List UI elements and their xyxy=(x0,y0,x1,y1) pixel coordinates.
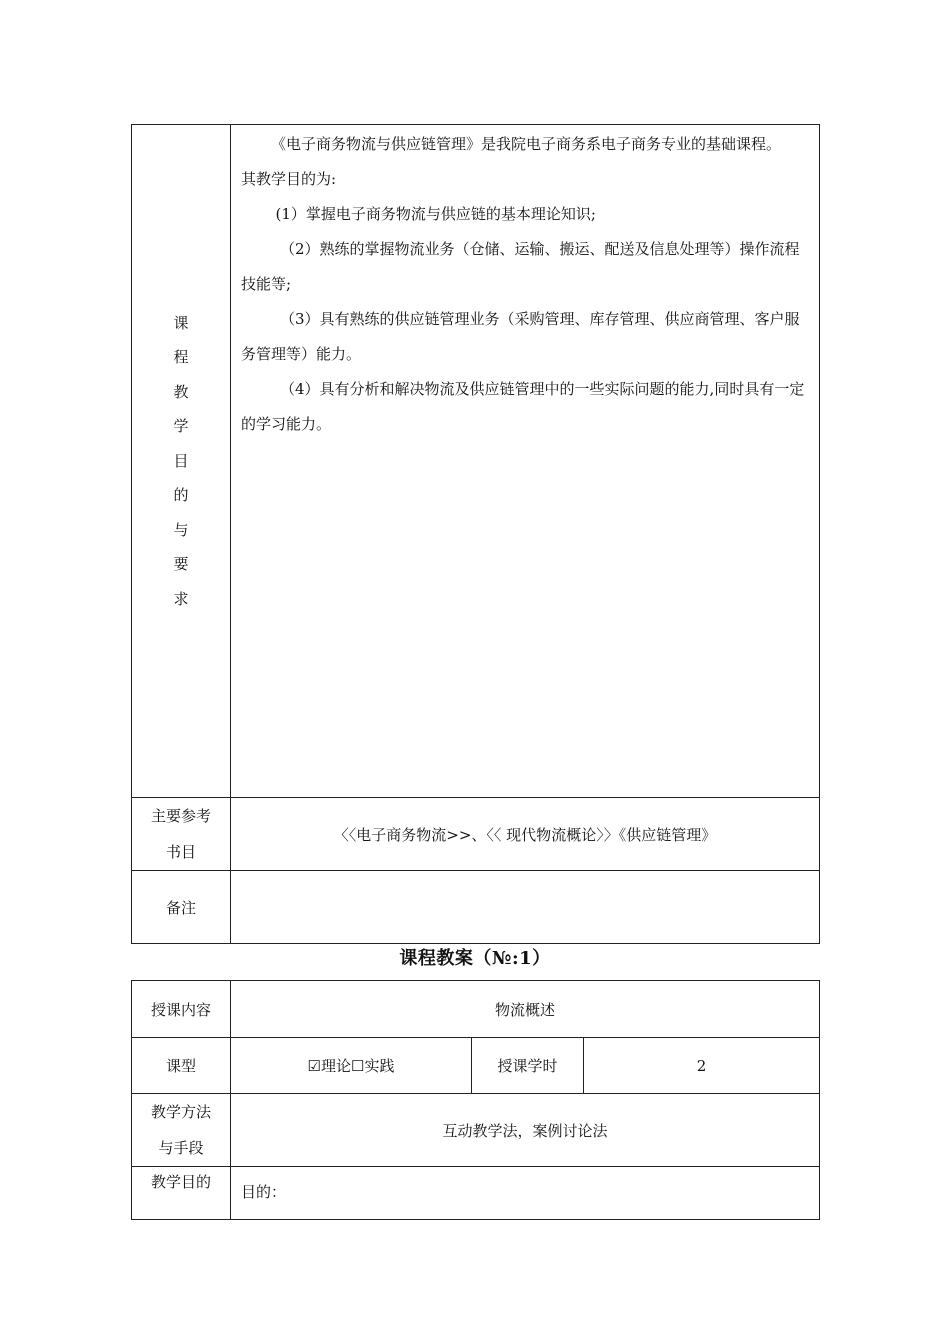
remarks-label: 备注 xyxy=(132,871,231,944)
course-objectives-table xyxy=(131,124,820,944)
objectives-label-char: 目 xyxy=(173,451,189,470)
objectives-label-char: 课 xyxy=(173,313,189,332)
objectives-label-char: 程 xyxy=(173,348,189,367)
objectives-label-char: 教 xyxy=(173,382,189,401)
content-label: 授课内容 xyxy=(132,981,231,1038)
type-value: ☑理论☐实践 xyxy=(231,1038,472,1094)
goal-label: 教学目的 xyxy=(132,1167,231,1220)
objective-paragraph: （4）具有分析和解决物流及供应链管理中的一些实际问题的能力,同时具有一定的学习能力。 xyxy=(241,380,805,433)
goal-value: 目的： xyxy=(231,1167,820,1220)
objective-paragraph: （2）熟练的掌握物流业务（仓储、运输、搬运、配送及信息处理等）操作流程技能等; xyxy=(241,240,800,293)
objective-paragraph: 《电子商务物流与供应链管理》是我院电子商务系电子商务专业的基础课程。 xyxy=(271,135,782,153)
objectives-label-char: 求 xyxy=(173,589,189,608)
objectives-label-char: 学 xyxy=(173,417,189,436)
objectives-label-char: 的 xyxy=(173,486,189,505)
remarks-value xyxy=(231,871,820,944)
objectives-label-char: 与 xyxy=(173,520,189,539)
hours-value: 2 xyxy=(584,1038,820,1094)
type-label: 课型 xyxy=(132,1038,231,1094)
objectives-label-cell xyxy=(132,125,231,798)
lesson-plan-heading: 课程教案（№:1） xyxy=(399,948,551,969)
objective-paragraph: 其教学目的为: xyxy=(241,170,337,188)
objective-paragraph: (1）掌握电子商务物流与供应链的基本理论知识; xyxy=(275,205,596,223)
method-value: 互动教学法，案例讨论法 xyxy=(231,1094,820,1167)
references-value: 〈〈电子商务物流>>、〈〈 现代物流概论〉〉《供应链管理》 xyxy=(231,798,820,871)
objective-paragraph: （3）具有熟练的供应链管理业务（采购管理、库存管理、供应商管理、客户服务管理等）能力。 xyxy=(241,310,800,363)
objectives-content xyxy=(231,125,820,798)
objectives-label xyxy=(132,306,230,617)
method-label: 教学方法与手段 xyxy=(132,1094,231,1167)
objectives-label-char: 要 xyxy=(173,555,189,574)
lesson-plan-table xyxy=(131,980,820,1220)
content-value: 物流概述 xyxy=(231,981,820,1038)
hours-label: 授课学时 xyxy=(472,1038,584,1094)
references-label: 主要参考书目 xyxy=(132,798,231,871)
